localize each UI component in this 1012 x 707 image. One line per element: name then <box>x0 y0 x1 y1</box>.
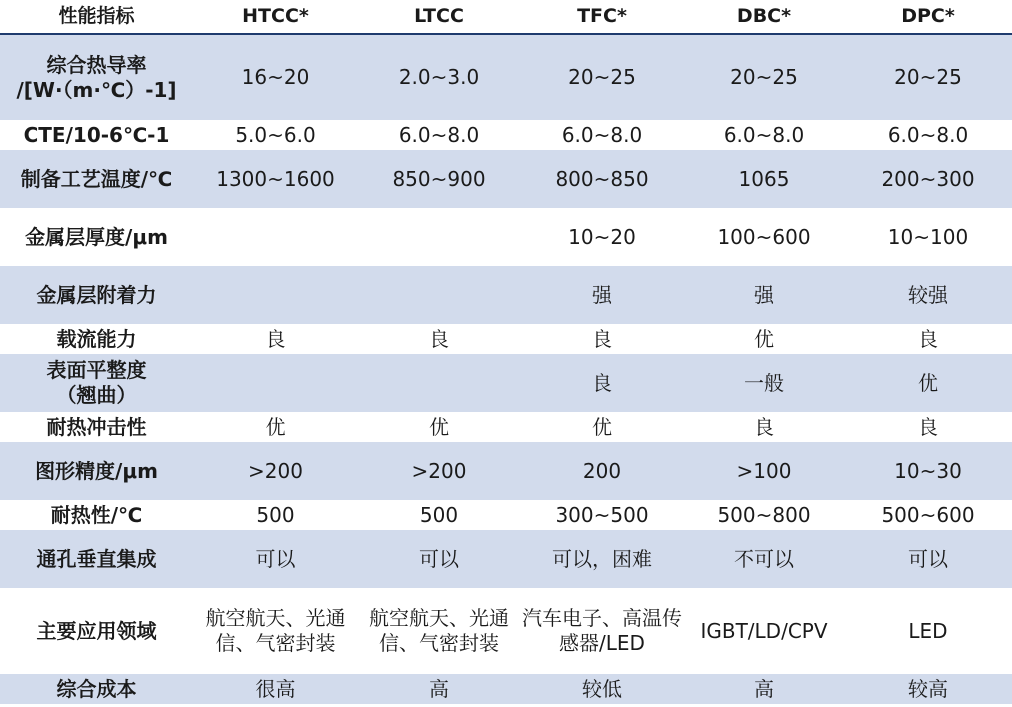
table-cell: LED <box>844 588 1012 674</box>
table-cell: 500 <box>358 500 520 530</box>
header-cell: HTCC* <box>193 0 358 34</box>
table-cell: 高 <box>684 674 844 704</box>
table-cell: 一般 <box>684 354 844 412</box>
table-cell: 20~25 <box>520 34 684 120</box>
row-label: 耐热冲击性 <box>0 412 193 442</box>
table-cell: 300~500 <box>520 500 684 530</box>
table-cell: 6.0~8.0 <box>684 120 844 150</box>
row-label: 主要应用领域 <box>0 588 193 674</box>
table-cell: 良 <box>358 324 520 354</box>
table-cell <box>193 266 358 324</box>
table-cell: 100~600 <box>684 208 844 266</box>
table-cell: 较高 <box>844 674 1012 704</box>
header-cell: LTCC <box>358 0 520 34</box>
table-cell: 可以，困难 <box>520 530 684 588</box>
row-label: 制备工艺温度/℃ <box>0 150 193 208</box>
table-cell: 6.0~8.0 <box>520 120 684 150</box>
table-row <box>0 266 1012 324</box>
table-cell: 1065 <box>684 150 844 208</box>
table-row <box>0 674 1012 704</box>
table-row <box>0 120 1012 150</box>
table-row <box>0 500 1012 530</box>
header-cell: DPC* <box>844 0 1012 34</box>
table-cell <box>193 208 358 266</box>
table-row <box>0 150 1012 208</box>
table-cell <box>193 354 358 412</box>
table-cell: 优 <box>844 354 1012 412</box>
table-cell: 可以 <box>358 530 520 588</box>
table-cell: 较强 <box>844 266 1012 324</box>
table-cell: 不可以 <box>684 530 844 588</box>
table-cell: 可以 <box>844 530 1012 588</box>
table-cell: 优 <box>193 412 358 442</box>
table-cell: 10~100 <box>844 208 1012 266</box>
table-cell: 良 <box>520 324 684 354</box>
table-cell: 高 <box>358 674 520 704</box>
table-row <box>0 354 1012 412</box>
row-label: 综合成本 <box>0 674 193 704</box>
cell-text: 航空航天、光通信、气密封装 <box>369 606 509 655</box>
table-row <box>0 442 1012 500</box>
table-cell: >200 <box>358 442 520 500</box>
table-cell: 500~800 <box>684 500 844 530</box>
table-cell: 850~900 <box>358 150 520 208</box>
row-label: CTE/10-6℃-1 <box>0 120 193 150</box>
table-row <box>0 324 1012 354</box>
table-cell <box>358 266 520 324</box>
row-label: 通孔垂直集成 <box>0 530 193 588</box>
table-cell: 20~25 <box>844 34 1012 120</box>
table-cell: >200 <box>193 442 358 500</box>
table-cell: 16~20 <box>193 34 358 120</box>
table-cell: 10~30 <box>844 442 1012 500</box>
row-label: 耐热性/℃ <box>0 500 193 530</box>
table-cell: 20~25 <box>684 34 844 120</box>
table-cell: 良 <box>193 324 358 354</box>
table-cell: 200 <box>520 442 684 500</box>
table-cell: 500~600 <box>844 500 1012 530</box>
row-label: 金属层附着力 <box>0 266 193 324</box>
table-cell: 良 <box>844 324 1012 354</box>
table-cell: 1300~1600 <box>193 150 358 208</box>
header-cell: 性能指标 <box>0 0 193 34</box>
table-cell: 较低 <box>520 674 684 704</box>
row-label-line: 综合热导率 <box>46 52 147 77</box>
row-label-line: 表面平整度 <box>46 358 147 383</box>
table-cell: 200~300 <box>844 150 1012 208</box>
table-cell: 可以 <box>193 530 358 588</box>
table-cell: 优 <box>684 324 844 354</box>
header-cell: DBC* <box>684 0 844 34</box>
table-cell <box>520 588 684 674</box>
table-cell: 10~20 <box>520 208 684 266</box>
table-cell: 2.0~3.0 <box>358 34 520 120</box>
cell-text: 航空航天、光通信、气密封装 <box>205 606 346 655</box>
table-cell: 优 <box>520 412 684 442</box>
table-cell: 良 <box>844 412 1012 442</box>
cell-text: 汽车电子、高温传感器/LED <box>522 606 682 655</box>
table-cell <box>193 588 358 674</box>
table-row <box>0 412 1012 442</box>
table-cell: 强 <box>684 266 844 324</box>
table-cell: IGBT/LD/CPV <box>684 588 844 674</box>
table-cell: 800~850 <box>520 150 684 208</box>
header-cell: TFC* <box>520 0 684 34</box>
table-cell: 良 <box>684 412 844 442</box>
row-label-line: /[W·（m·℃）-1] <box>16 77 177 102</box>
row-label: 图形精度/μm <box>0 442 193 500</box>
table-row <box>0 34 1012 120</box>
table-cell: 良 <box>520 354 684 412</box>
row-label-line: （翘曲） <box>56 383 137 407</box>
table-cell <box>358 588 520 674</box>
table-cell: 6.0~8.0 <box>358 120 520 150</box>
row-label <box>0 354 193 412</box>
table-cell: >100 <box>684 442 844 500</box>
table-cell: 优 <box>358 412 520 442</box>
row-label: 载流能力 <box>0 324 193 354</box>
row-label <box>0 34 193 120</box>
table-cell <box>358 354 520 412</box>
table-row <box>0 208 1012 266</box>
table-cell: 强 <box>520 266 684 324</box>
table-cell <box>358 208 520 266</box>
row-label: 金属层厚度/μm <box>0 208 193 266</box>
table-cell: 6.0~8.0 <box>844 120 1012 150</box>
table-row <box>0 530 1012 588</box>
table-row <box>0 588 1012 674</box>
table-cell: 5.0~6.0 <box>193 120 358 150</box>
header-row <box>0 0 1012 34</box>
table-cell: 很高 <box>193 674 358 704</box>
table-cell: 500 <box>193 500 358 530</box>
